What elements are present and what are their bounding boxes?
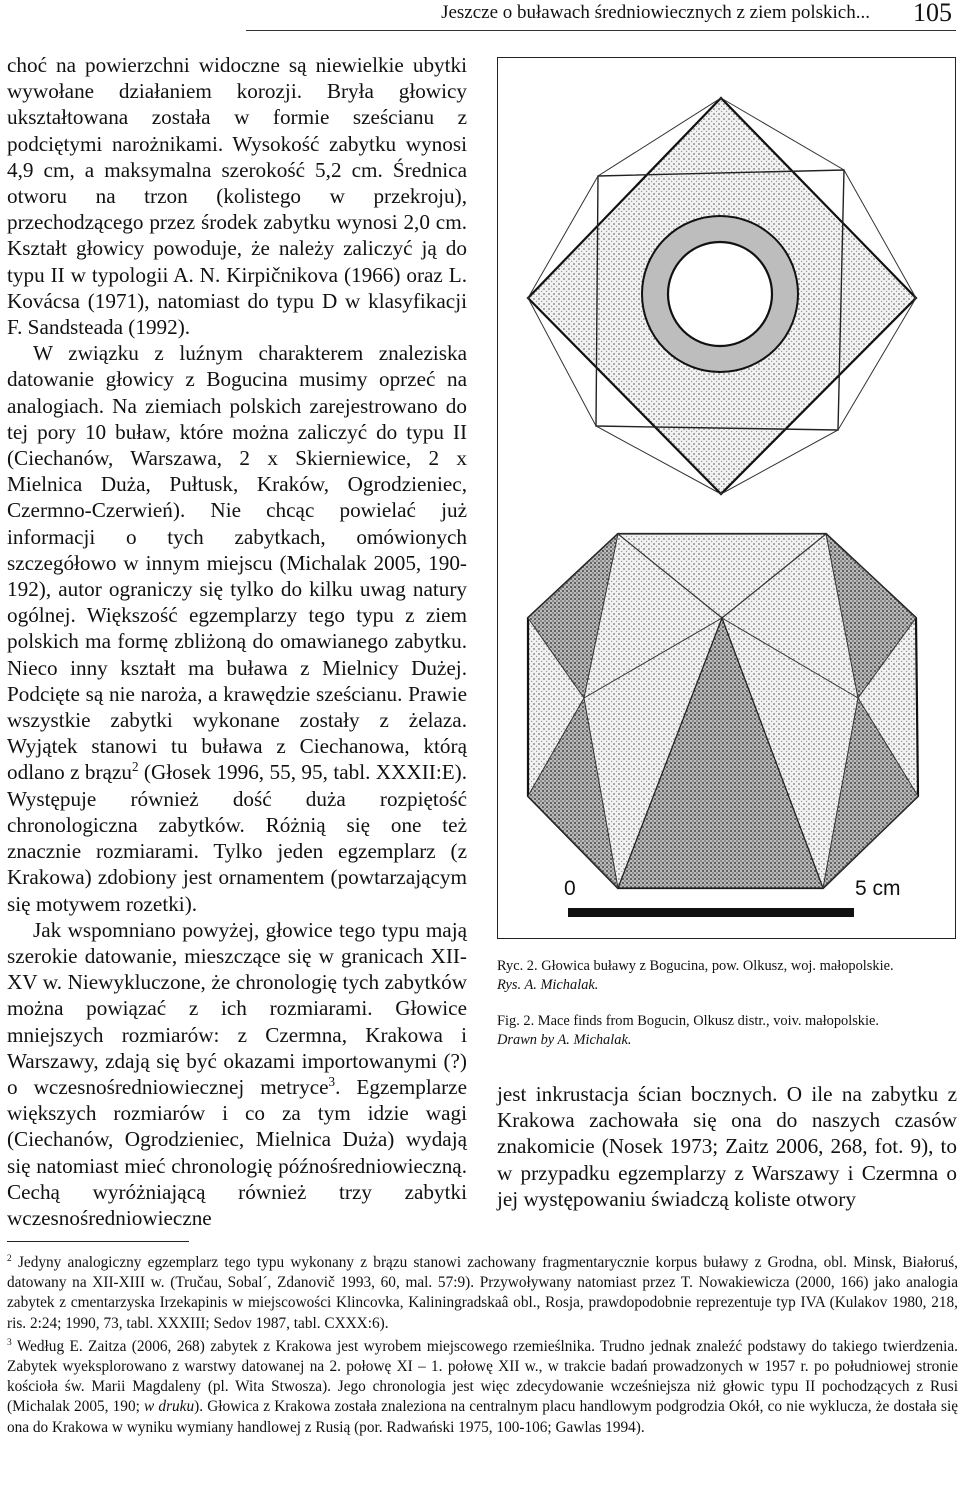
top-view <box>528 98 916 494</box>
mace-drawing <box>498 58 957 940</box>
side-view <box>528 534 918 888</box>
caption-credit-text: Drawn by A. Michalak. <box>497 1031 632 1048</box>
footnote-2 <box>7 1253 958 1334</box>
caption-credit <box>497 1031 957 1050</box>
paragraph <box>7 340 467 916</box>
paragraph-text: choć na powierzchni widoczne są niewielkie ubytki wywołane działaniem korozji. Bryła głowicy ukształtowana została w formie sześcianu z podciętymi narożnikami. Wysokość zabytku wynosi 4,9 cm, a maksymalna szerokość 5,2 cm. Średnica otworu na trzon (kolistego w przekroju), przechodzącego przez środek zabytku wynosi 2,0 cm. Kształt głowicy powoduje, że należy zaliczyć ją do typu II w typologii A. N. Kirpičnikova (1966) oraz L. Kovácsa (1971), natomiast do typu D w klasyfikacji F. Sandsteada (1992). <box>7 53 467 340</box>
footnote-number: 3 <box>7 1337 12 1348</box>
page-header <box>0 0 960 30</box>
running-title: Jeszcze o buławach średniowiecznych z ziem polskich... <box>441 2 870 23</box>
paragraph-text: . Egzemplarze większych rozmiarów i co za tym idzie wagi (Ciechanów, Ogrodzieniec, Mielnica Duża) wydają się natomiast mieć chronologię późnośredniowieczną. Cechą wyróżniającą również trzy zabytki wczesnośredniowieczne <box>7 1074 467 1230</box>
paragraph <box>7 52 467 340</box>
footnote-text: Jedyny analogiczny egzemplarz tego typu wykonany z brązu stanowi zachowany fragmentarycznie korpus buławy z Grodna, obl. Minsk, Białoruś, datowany na XII-XIII w. (Tručau, Sobal´, Zdanovič 1993, 60, mal. 57:9). Przywoływany natomiast przez T. Nowakiewicza (2000, 166) jako analogia zabytek z cmentarzyska Irzekapinis w miejscowości Klincovka, Kaliningradskaâ obl., Rosja, prawdopodobnie reprezentuje typ IVA (Kulakov 1980, 218, ris. 2:24; 1990, 73, tabl. XXXIII; Sedov 1987, tabl. CXXX:6). <box>7 1254 958 1332</box>
figure-frame <box>497 57 956 939</box>
paragraph: jest inkrustacja ścian bocznych. O ile na zabytku z Krakowa zachowała się ona do naszych czasów znakomicie (Nosek 1973; Zaitz 2006, 268, fot. 9), to w przypadku egzemplarzy z Warszawy i Czermna o jej występowaniu świadczą koliste otwory <box>497 1082 957 1211</box>
footnote-italic: w druku <box>144 1398 195 1416</box>
footnote-3 <box>7 1337 958 1438</box>
caption-text: Ryc. 2. Głowica buławy z Bogucina, pow. Olkusz, woj. małopolskie. <box>497 958 894 974</box>
page-number: 105 <box>913 0 952 27</box>
paragraph-text: W związku z luźnym charakterem znaleziska datowanie głowicy z Bogucina musimy oprzeć na analogiach. Na ziemiach polskich zarejestrowano do tej pory 10 buław, które można zaliczyć do typu II (Ciechanów, Warszawa, 2 x Skierniewice, 2 x Mielnica Duża, Pułtusk, Kraków, Ogrodzieniec, Czermno-Czerwień). Nie chcąc powielać już informacji o tych zabytkach, omówionych szczegółowo w innym miejscu (Michalak 2005, 190-192), autor ograniczy się tylko do kilku uwag natury ogólnej. Większość egzemplarzy tego typu z ziem polskich ma formę zbliżoną do omawianego zabytku. Nieco inny kształt ma buława z Mielnicy Dużej. Podcięte są nie naroża, a krawędzie sześcianu. Prawie wszystkie zabytki wykonane zostały z żelaza. Wyjątek stanowi tu buława z Ciechanowa, którą odlano z brązu <box>7 341 467 785</box>
footnotes <box>7 1253 958 1441</box>
caption-credit-text: Rys. A. Michalak. <box>497 976 599 993</box>
footnote-ref[interactable]: 2 <box>131 759 139 775</box>
scale-bar-line <box>568 908 854 917</box>
footnote-text: Według E. Zaitza (2006, 268) zabytek z Krakowa jest wyrobem miejscowego rzemieślnika. Trudno jednak znaleźć podstawy do takiego twierdzenia. Zabytek wyeksplorowano z warstwy datowanej na 2. połowę XI – 1. połowę XII w., w trakcie badań prowadzonych w 1957 r. po południowej stronie kościoła św. Marii Magdaleny (pl. Wita Stwosza). Jego chronologia jest więc zdecydowanie wcześniejsza niż głowic typu II pochodzących z Rusi (Michalak 2005, 190; <box>7 1337 958 1416</box>
caption-credit <box>497 976 957 995</box>
footnote-ref[interactable]: 3 <box>328 1073 336 1089</box>
paragraph-text: (Głosek 1996, 55, 95, tabl. XXXII:E). Występuje również dość duża rozpiętość chronologiczna zabytków. Różnią się one też znacznie rozmiarami. Tylko jeden egzemplarz (z Krakowa) zdobiony jest ornamentem (powtarzającym się motywem rozetki). <box>7 760 467 916</box>
footnote-text: ). Głowica z Krakowa została znaleziona na centralnym placu handlowym podgrodzia Okół, co nie wyklucza, że dostała się ona do Krakowa w wyniku wymiany handlowej z Rusią (por. Radwański 1975, 100-106; Gawlas 1994). <box>7 1398 958 1436</box>
figure-caption-english <box>497 1012 957 1049</box>
paragraph-text: Jak wspomniano powyżej, głowice tego typu mają szerokie datowanie, mieszczące się w granicach XII-XV w. Niewykluczone, że chronologię tych zabytków można powiązać z ich rozmiarami. Głowice mniejszych rozmiarów: z Czermna, Krakowa i Warszawy, zdają się być okazami importowanymi (?) o wczesnośredniowiecznej metryce <box>7 917 467 1099</box>
header-rule <box>246 30 956 31</box>
footnote-rule <box>7 1241 189 1242</box>
scale-label-end: 5 cm <box>855 877 901 900</box>
left-column <box>7 52 467 1231</box>
footnote-number: 2 <box>7 1253 12 1264</box>
caption-text: Fig. 2. Mace finds from Bogucin, Olkusz distr., voiv. małopolskie. <box>497 1013 879 1029</box>
right-column <box>497 1081 957 1212</box>
paragraph <box>7 917 467 1231</box>
figure-caption-polish <box>497 957 957 994</box>
scale-label-zero: 0 <box>564 877 576 900</box>
